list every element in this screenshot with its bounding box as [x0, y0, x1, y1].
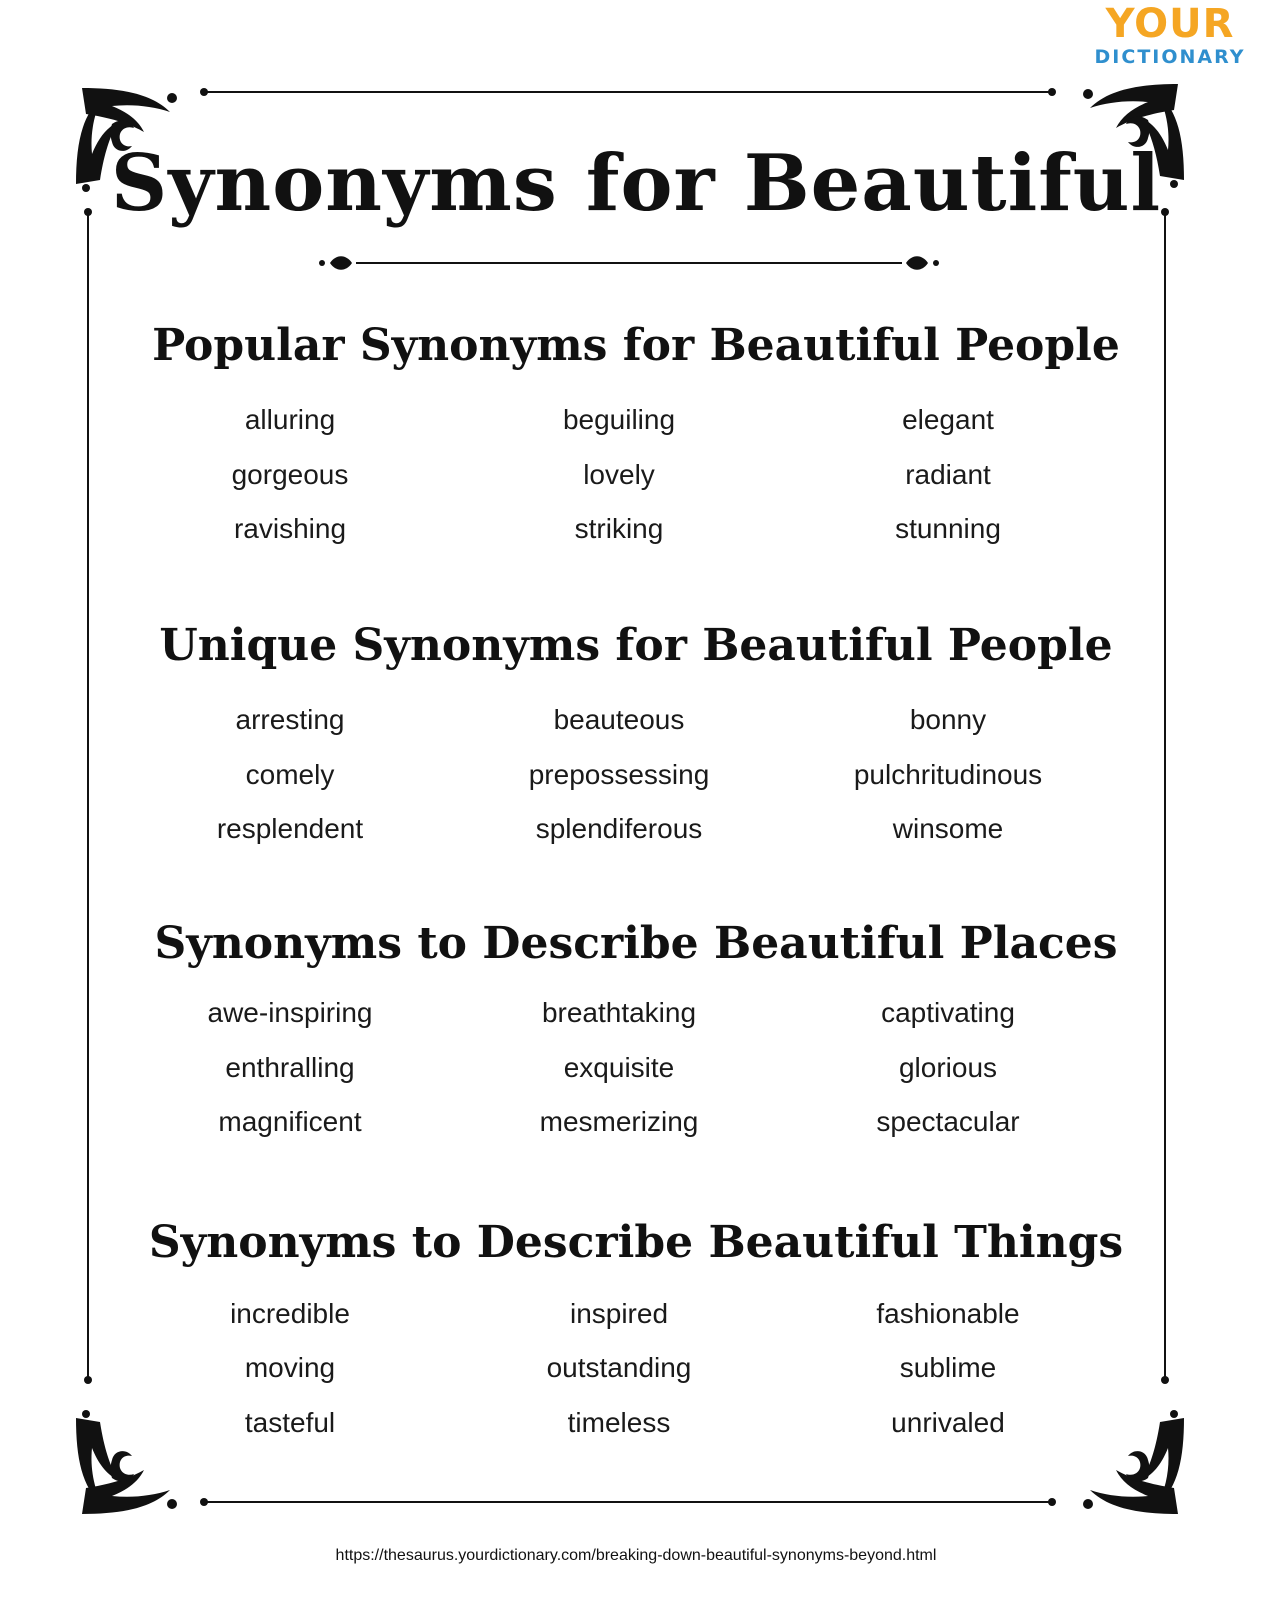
frame-top-line [205, 91, 1053, 93]
word-item: pulchritudinous [853, 759, 1043, 790]
word-item: splendiferous [535, 813, 703, 844]
word-item: winsome [892, 813, 1004, 844]
frame-bottom-line [205, 1501, 1053, 1503]
yourdictionary-logo [1090, 2, 1250, 72]
word-item: inspired [569, 1298, 669, 1329]
word-item: enthralling [225, 1052, 355, 1083]
word-item: arresting [235, 704, 345, 735]
word-item: beauteous [553, 704, 685, 735]
section-heading-things: Synonyms to Describe Beautiful Things [148, 1217, 1124, 1268]
section-heading-places: Synonyms to Describe Beautiful Places [154, 918, 1118, 969]
word-item: fashionable [876, 1298, 1020, 1329]
title-divider [316, 250, 942, 276]
word-item: prepossessing [528, 759, 710, 790]
source-url: https://thesaurus.yourdictionary.com/breaking-down-beautiful-synonyms-beyond.html [335, 1547, 937, 1564]
frame-left-top-dot [84, 208, 92, 216]
section-heading-popular-people: Popular Synonyms for Beautiful People [152, 320, 1120, 371]
word-item: outstanding [546, 1352, 692, 1383]
section-heading-unique-people: Unique Synonyms for Beautiful People [159, 620, 1113, 671]
word-item: beguiling [562, 404, 676, 435]
word-item: stunning [895, 513, 1001, 544]
word-item: breathtaking [541, 997, 697, 1028]
frame-top-left-dot [200, 88, 208, 96]
word-item: incredible [230, 1298, 350, 1329]
word-item: radiant [905, 459, 991, 490]
page-title: Synonyms for Beautiful [110, 138, 1162, 229]
word-item: alluring [244, 404, 336, 435]
word-item: mesmerizing [539, 1106, 699, 1137]
word-item: glorious [898, 1052, 998, 1083]
frame-top-right-dot [1048, 88, 1056, 96]
word-item: magnificent [218, 1106, 362, 1137]
word-item: comely [245, 759, 335, 790]
word-item: tasteful [244, 1407, 336, 1438]
word-item: sublime [899, 1352, 997, 1383]
word-item: striking [574, 513, 664, 544]
word-item: resplendent [216, 813, 364, 844]
word-item: exquisite [563, 1052, 675, 1083]
word-item: timeless [567, 1407, 671, 1438]
word-item: captivating [881, 997, 1015, 1028]
logo-line-your: YOUR [1105, 1, 1235, 47]
word-item: moving [244, 1352, 336, 1383]
frame-right-bottom-dot [1161, 1376, 1169, 1384]
word-item: spectacular [876, 1106, 1020, 1137]
word-item: bonny [909, 704, 987, 735]
frame-right-line [1164, 213, 1166, 1379]
word-item: gorgeous [231, 459, 349, 490]
frame-bottom-left-dot [200, 1498, 208, 1506]
word-item: unrivaled [891, 1407, 1005, 1438]
logo-line-dictionary: DICTIONARY [1094, 46, 1246, 68]
frame-bottom-right-dot [1048, 1498, 1056, 1506]
frame-left-line [87, 213, 89, 1379]
word-item: lovely [583, 459, 655, 490]
word-item: ravishing [233, 513, 347, 544]
word-item: elegant [902, 404, 994, 435]
frame-left-bottom-dot [84, 1376, 92, 1384]
word-item: awe-inspiring [207, 997, 373, 1028]
